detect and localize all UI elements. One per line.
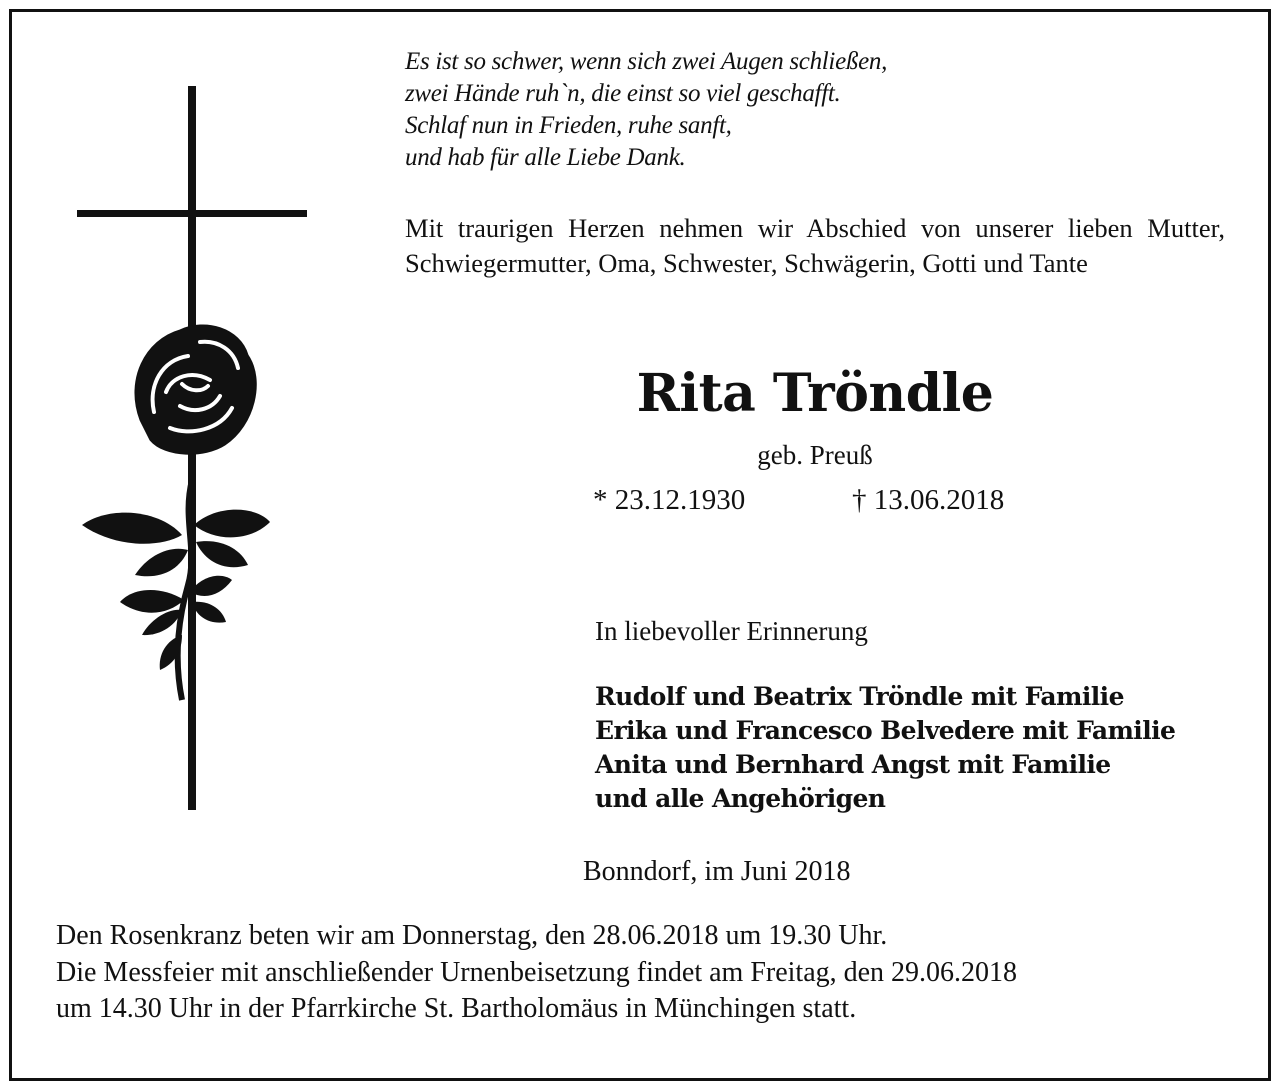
notice-line: Die Messfeier mit anschließender Urnenbeisetzung findet am Freitag, den 29.06.2018 bbox=[56, 956, 1018, 988]
notice-line: Den Rosenkranz beten wir am Donnerstag, den 28.06.2018 um 19.30 Uhr. bbox=[56, 920, 888, 951]
poem-line: zwei Hände ruh`n, die einst so viel geschafft. bbox=[405, 80, 841, 107]
mourner-line: Rudolf und Beatrix Tröndle mit Familie bbox=[595, 682, 1124, 711]
mourner-line: und alle Angehörigen bbox=[595, 784, 886, 813]
poem bbox=[405, 46, 1105, 174]
poem-line: Es ist so schwer, wenn sich zwei Augen schließen, bbox=[405, 48, 888, 75]
mourner-line: Erika und Francesco Belvedere mit Familie bbox=[595, 716, 1176, 745]
intro-text: Mit traurigen Herzen nehmen wir Abschied von unserer lieben Mutter, Schwiegermutter, Oma, Schwester, Schwägerin, Gotti und Tante bbox=[405, 213, 1225, 278]
death-date: † 13.06.2018 bbox=[852, 484, 1005, 516]
mourner-line: Anita und Bernhard Angst mit Familie bbox=[595, 750, 1111, 779]
place-date: Bonndorf, im Juni 2018 bbox=[583, 856, 851, 887]
deceased-name: Rita Tröndle bbox=[636, 363, 994, 424]
mourners-list bbox=[595, 680, 1175, 816]
cross-rose-emblem bbox=[70, 80, 310, 820]
poem-line: und hab für alle Liebe Dank. bbox=[405, 144, 686, 171]
maiden-name: geb. Preuß bbox=[757, 440, 873, 470]
notice-line: um 14.30 Uhr in der Pfarrkirche St. Bartholomäus in Münchingen statt. bbox=[56, 993, 857, 1024]
service-notice bbox=[56, 918, 1226, 1028]
birth-date: * 23.12.1930 bbox=[593, 484, 746, 516]
poem-line: Schlaf nun in Frieden, ruhe sanft, bbox=[405, 112, 732, 139]
memory-line: In liebevoller Erinnerung bbox=[595, 616, 868, 646]
rose-icon bbox=[82, 325, 270, 700]
